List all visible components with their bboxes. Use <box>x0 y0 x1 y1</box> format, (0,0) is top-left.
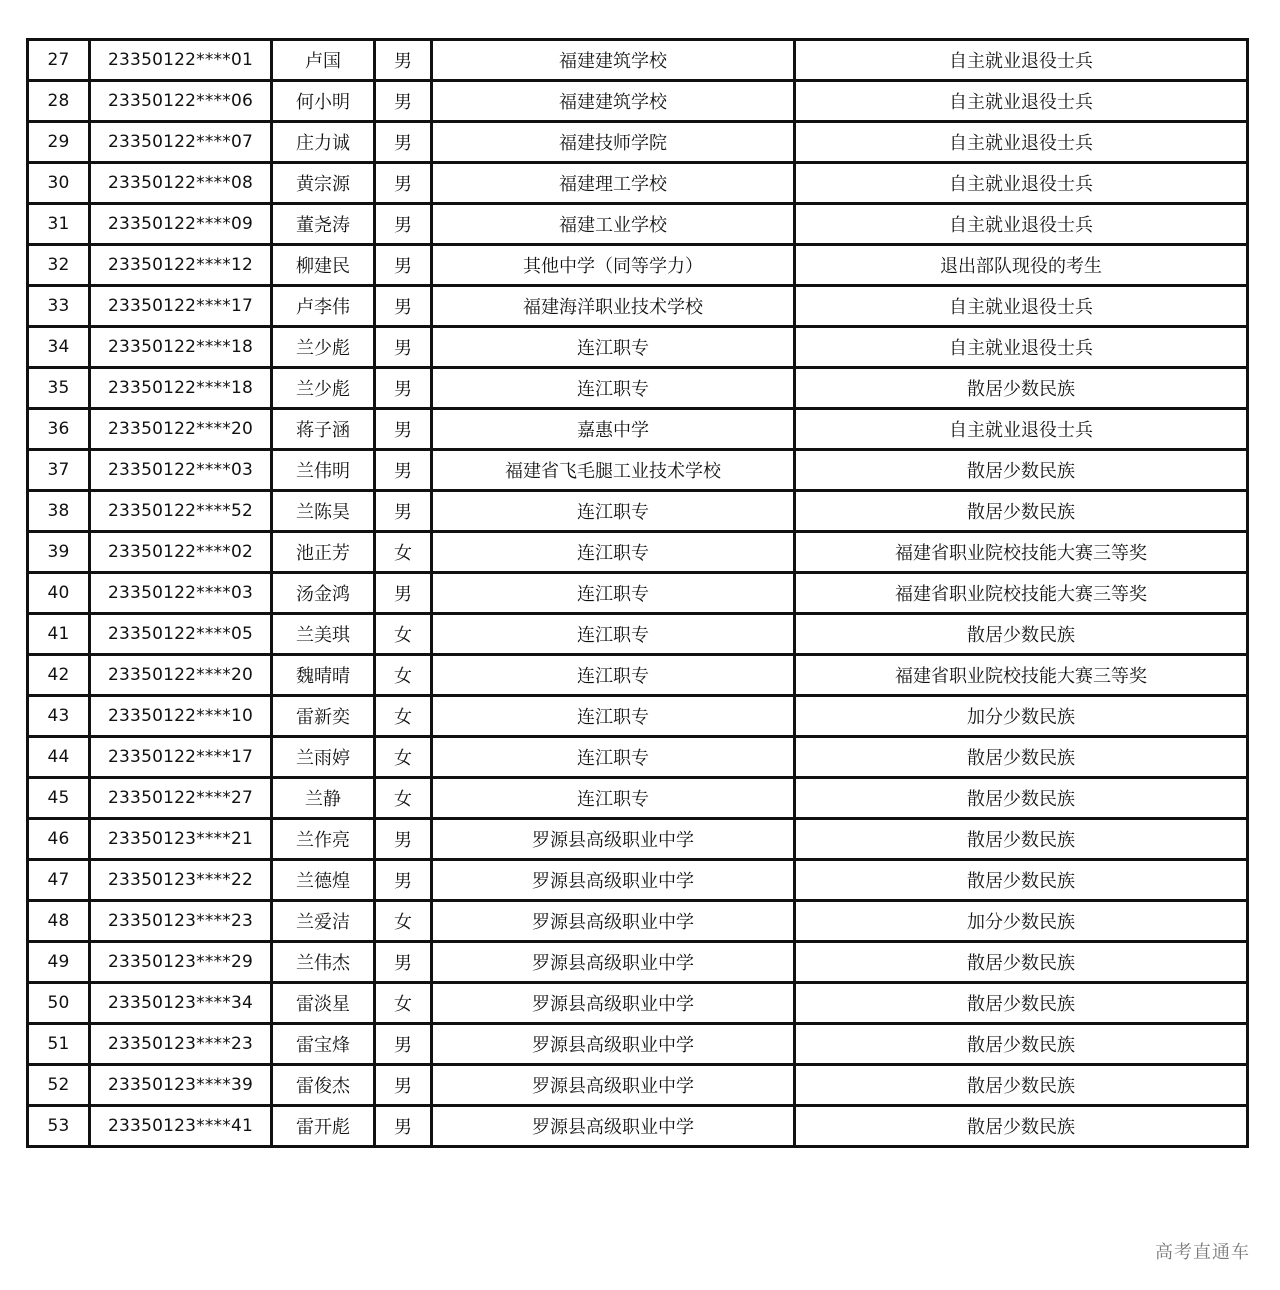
category-cell: 散居少数民族 <box>795 614 1248 655</box>
student-name-cell: 黄宗源 <box>272 163 375 204</box>
school-cell: 福建省飞毛腿工业技术学校 <box>432 450 795 491</box>
table-row <box>28 983 1248 1024</box>
category-cell: 散居少数民族 <box>795 819 1248 860</box>
roster-table <box>26 38 1249 1148</box>
table-row <box>28 573 1248 614</box>
exam-id-cell: 23350122****18 <box>90 368 272 409</box>
student-name-cell: 兰伟杰 <box>272 942 375 983</box>
student-name-cell: 柳建民 <box>272 245 375 286</box>
school-cell: 罗源县高级职业中学 <box>432 1065 795 1106</box>
student-name-cell: 雷俊杰 <box>272 1065 375 1106</box>
gender-cell: 男 <box>375 327 432 368</box>
table-row <box>28 737 1248 778</box>
gender-cell: 女 <box>375 532 432 573</box>
gender-cell: 男 <box>375 204 432 245</box>
gender-cell: 女 <box>375 737 432 778</box>
exam-id-cell: 23350122****17 <box>90 737 272 778</box>
category-cell: 退出部队现役的考生 <box>795 245 1248 286</box>
school-cell: 连江职专 <box>432 737 795 778</box>
row-number-cell: 47 <box>28 860 90 901</box>
gender-cell: 男 <box>375 81 432 122</box>
row-number-cell: 51 <box>28 1024 90 1065</box>
category-cell: 散居少数民族 <box>795 1106 1248 1147</box>
table-row <box>28 450 1248 491</box>
student-name-cell: 汤金鸿 <box>272 573 375 614</box>
student-name-cell: 庄力诚 <box>272 122 375 163</box>
table-row <box>28 245 1248 286</box>
category-cell: 自主就业退役士兵 <box>795 286 1248 327</box>
student-name-cell: 兰爱洁 <box>272 901 375 942</box>
exam-id-cell: 23350123****23 <box>90 1024 272 1065</box>
table-row <box>28 327 1248 368</box>
student-name-cell: 兰少彪 <box>272 368 375 409</box>
table-row <box>28 122 1248 163</box>
exam-id-cell: 23350122****27 <box>90 778 272 819</box>
row-number-cell: 29 <box>28 122 90 163</box>
row-number-cell: 34 <box>28 327 90 368</box>
gender-cell: 男 <box>375 450 432 491</box>
table-row <box>28 860 1248 901</box>
school-cell: 罗源县高级职业中学 <box>432 819 795 860</box>
exam-id-cell: 23350122****09 <box>90 204 272 245</box>
exam-id-cell: 23350122****03 <box>90 573 272 614</box>
school-cell: 连江职专 <box>432 573 795 614</box>
category-cell: 散居少数民族 <box>795 942 1248 983</box>
category-cell: 自主就业退役士兵 <box>795 40 1248 81</box>
school-cell: 罗源县高级职业中学 <box>432 860 795 901</box>
exam-id-cell: 23350122****18 <box>90 327 272 368</box>
row-number-cell: 44 <box>28 737 90 778</box>
row-number-cell: 52 <box>28 1065 90 1106</box>
row-number-cell: 42 <box>28 655 90 696</box>
gender-cell: 女 <box>375 901 432 942</box>
exam-id-cell: 23350122****07 <box>90 122 272 163</box>
category-cell: 自主就业退役士兵 <box>795 409 1248 450</box>
school-cell: 连江职专 <box>432 655 795 696</box>
exam-id-cell: 23350122****02 <box>90 532 272 573</box>
category-cell: 散居少数民族 <box>795 1065 1248 1106</box>
gender-cell: 男 <box>375 1024 432 1065</box>
gender-cell: 男 <box>375 40 432 81</box>
row-number-cell: 46 <box>28 819 90 860</box>
student-name-cell: 卢国 <box>272 40 375 81</box>
school-cell: 其他中学（同等学力） <box>432 245 795 286</box>
gender-cell: 男 <box>375 819 432 860</box>
school-cell: 罗源县高级职业中学 <box>432 1106 795 1147</box>
student-name-cell: 兰美琪 <box>272 614 375 655</box>
table-row <box>28 1065 1248 1106</box>
exam-id-cell: 23350122****20 <box>90 655 272 696</box>
school-cell: 罗源县高级职业中学 <box>432 942 795 983</box>
category-cell: 福建省职业院校技能大赛三等奖 <box>795 573 1248 614</box>
exam-id-cell: 23350123****41 <box>90 1106 272 1147</box>
school-cell: 福建建筑学校 <box>432 40 795 81</box>
table-row <box>28 204 1248 245</box>
row-number-cell: 30 <box>28 163 90 204</box>
gender-cell: 女 <box>375 614 432 655</box>
student-name-cell: 董尧涛 <box>272 204 375 245</box>
exam-id-cell: 23350123****23 <box>90 901 272 942</box>
row-number-cell: 33 <box>28 286 90 327</box>
gender-cell: 女 <box>375 696 432 737</box>
table-row <box>28 696 1248 737</box>
exam-id-cell: 23350122****12 <box>90 245 272 286</box>
exam-id-cell: 23350122****05 <box>90 614 272 655</box>
table-row <box>28 163 1248 204</box>
exam-id-cell: 23350123****21 <box>90 819 272 860</box>
gender-cell: 男 <box>375 573 432 614</box>
watermark-text: 高考直通车 <box>1155 1242 1250 1263</box>
exam-id-cell: 23350122****17 <box>90 286 272 327</box>
category-cell: 自主就业退役士兵 <box>795 327 1248 368</box>
row-number-cell: 41 <box>28 614 90 655</box>
student-name-cell: 兰陈昊 <box>272 491 375 532</box>
table-row <box>28 532 1248 573</box>
category-cell: 散居少数民族 <box>795 737 1248 778</box>
gender-cell: 男 <box>375 286 432 327</box>
student-name-cell: 兰静 <box>272 778 375 819</box>
table-row <box>28 409 1248 450</box>
school-cell: 连江职专 <box>432 696 795 737</box>
student-name-cell: 雷淡星 <box>272 983 375 1024</box>
school-cell: 罗源县高级职业中学 <box>432 901 795 942</box>
student-name-cell: 蒋子涵 <box>272 409 375 450</box>
gender-cell: 男 <box>375 245 432 286</box>
row-number-cell: 50 <box>28 983 90 1024</box>
row-number-cell: 27 <box>28 40 90 81</box>
row-number-cell: 31 <box>28 204 90 245</box>
category-cell: 自主就业退役士兵 <box>795 122 1248 163</box>
exam-id-cell: 23350122****20 <box>90 409 272 450</box>
exam-id-cell: 23350123****29 <box>90 942 272 983</box>
row-number-cell: 53 <box>28 1106 90 1147</box>
table-row <box>28 778 1248 819</box>
school-cell: 福建建筑学校 <box>432 81 795 122</box>
student-name-cell: 雷宝烽 <box>272 1024 375 1065</box>
row-number-cell: 45 <box>28 778 90 819</box>
table-row <box>28 1106 1248 1147</box>
row-number-cell: 28 <box>28 81 90 122</box>
category-cell: 散居少数民族 <box>795 860 1248 901</box>
school-cell: 福建技师学院 <box>432 122 795 163</box>
row-number-cell: 37 <box>28 450 90 491</box>
school-cell: 连江职专 <box>432 532 795 573</box>
row-number-cell: 40 <box>28 573 90 614</box>
row-number-cell: 39 <box>28 532 90 573</box>
category-cell: 自主就业退役士兵 <box>795 163 1248 204</box>
school-cell: 福建海洋职业技术学校 <box>432 286 795 327</box>
category-cell: 散居少数民族 <box>795 778 1248 819</box>
student-name-cell: 兰少彪 <box>272 327 375 368</box>
exam-id-cell: 23350123****39 <box>90 1065 272 1106</box>
row-number-cell: 32 <box>28 245 90 286</box>
student-name-cell: 雷新奕 <box>272 696 375 737</box>
exam-id-cell: 23350122****01 <box>90 40 272 81</box>
category-cell: 福建省职业院校技能大赛三等奖 <box>795 532 1248 573</box>
gender-cell: 男 <box>375 1106 432 1147</box>
table-row <box>28 81 1248 122</box>
exam-id-cell: 23350122****03 <box>90 450 272 491</box>
student-name-cell: 雷开彪 <box>272 1106 375 1147</box>
category-cell: 加分少数民族 <box>795 696 1248 737</box>
student-name-cell: 兰雨婷 <box>272 737 375 778</box>
table-row <box>28 368 1248 409</box>
table-row <box>28 614 1248 655</box>
row-number-cell: 48 <box>28 901 90 942</box>
table-row <box>28 901 1248 942</box>
category-cell: 散居少数民族 <box>795 450 1248 491</box>
category-cell: 自主就业退役士兵 <box>795 81 1248 122</box>
category-cell: 自主就业退役士兵 <box>795 204 1248 245</box>
table-row <box>28 1024 1248 1065</box>
school-cell: 连江职专 <box>432 778 795 819</box>
gender-cell: 男 <box>375 122 432 163</box>
school-cell: 罗源县高级职业中学 <box>432 1024 795 1065</box>
category-cell: 散居少数民族 <box>795 983 1248 1024</box>
row-number-cell: 49 <box>28 942 90 983</box>
gender-cell: 女 <box>375 983 432 1024</box>
table-row <box>28 655 1248 696</box>
exam-id-cell: 23350122****52 <box>90 491 272 532</box>
student-name-cell: 兰作亮 <box>272 819 375 860</box>
exam-id-cell: 23350123****34 <box>90 983 272 1024</box>
gender-cell: 男 <box>375 163 432 204</box>
table-row <box>28 942 1248 983</box>
category-cell: 散居少数民族 <box>795 368 1248 409</box>
category-cell: 散居少数民族 <box>795 491 1248 532</box>
row-number-cell: 38 <box>28 491 90 532</box>
row-number-cell: 36 <box>28 409 90 450</box>
gender-cell: 女 <box>375 778 432 819</box>
category-cell: 加分少数民族 <box>795 901 1248 942</box>
category-cell: 散居少数民族 <box>795 1024 1248 1065</box>
table-row <box>28 40 1248 81</box>
gender-cell: 男 <box>375 1065 432 1106</box>
student-name-cell: 何小明 <box>272 81 375 122</box>
student-name-cell: 池正芳 <box>272 532 375 573</box>
school-cell: 嘉惠中学 <box>432 409 795 450</box>
school-cell: 罗源县高级职业中学 <box>432 983 795 1024</box>
category-cell: 福建省职业院校技能大赛三等奖 <box>795 655 1248 696</box>
student-name-cell: 兰伟明 <box>272 450 375 491</box>
school-cell: 连江职专 <box>432 368 795 409</box>
gender-cell: 女 <box>375 655 432 696</box>
gender-cell: 男 <box>375 368 432 409</box>
row-number-cell: 43 <box>28 696 90 737</box>
exam-id-cell: 23350122****06 <box>90 81 272 122</box>
table-row <box>28 491 1248 532</box>
gender-cell: 男 <box>375 942 432 983</box>
school-cell: 连江职专 <box>432 491 795 532</box>
gender-cell: 男 <box>375 491 432 532</box>
exam-id-cell: 23350122****08 <box>90 163 272 204</box>
table-row <box>28 286 1248 327</box>
student-name-cell: 魏晴晴 <box>272 655 375 696</box>
row-number-cell: 35 <box>28 368 90 409</box>
school-cell: 福建理工学校 <box>432 163 795 204</box>
student-name-cell: 兰德煌 <box>272 860 375 901</box>
school-cell: 连江职专 <box>432 327 795 368</box>
school-cell: 福建工业学校 <box>432 204 795 245</box>
exam-id-cell: 23350123****22 <box>90 860 272 901</box>
gender-cell: 男 <box>375 409 432 450</box>
exam-id-cell: 23350122****10 <box>90 696 272 737</box>
table-row <box>28 819 1248 860</box>
roster-body <box>28 40 1248 1147</box>
school-cell: 连江职专 <box>432 614 795 655</box>
gender-cell: 男 <box>375 860 432 901</box>
student-name-cell: 卢李伟 <box>272 286 375 327</box>
